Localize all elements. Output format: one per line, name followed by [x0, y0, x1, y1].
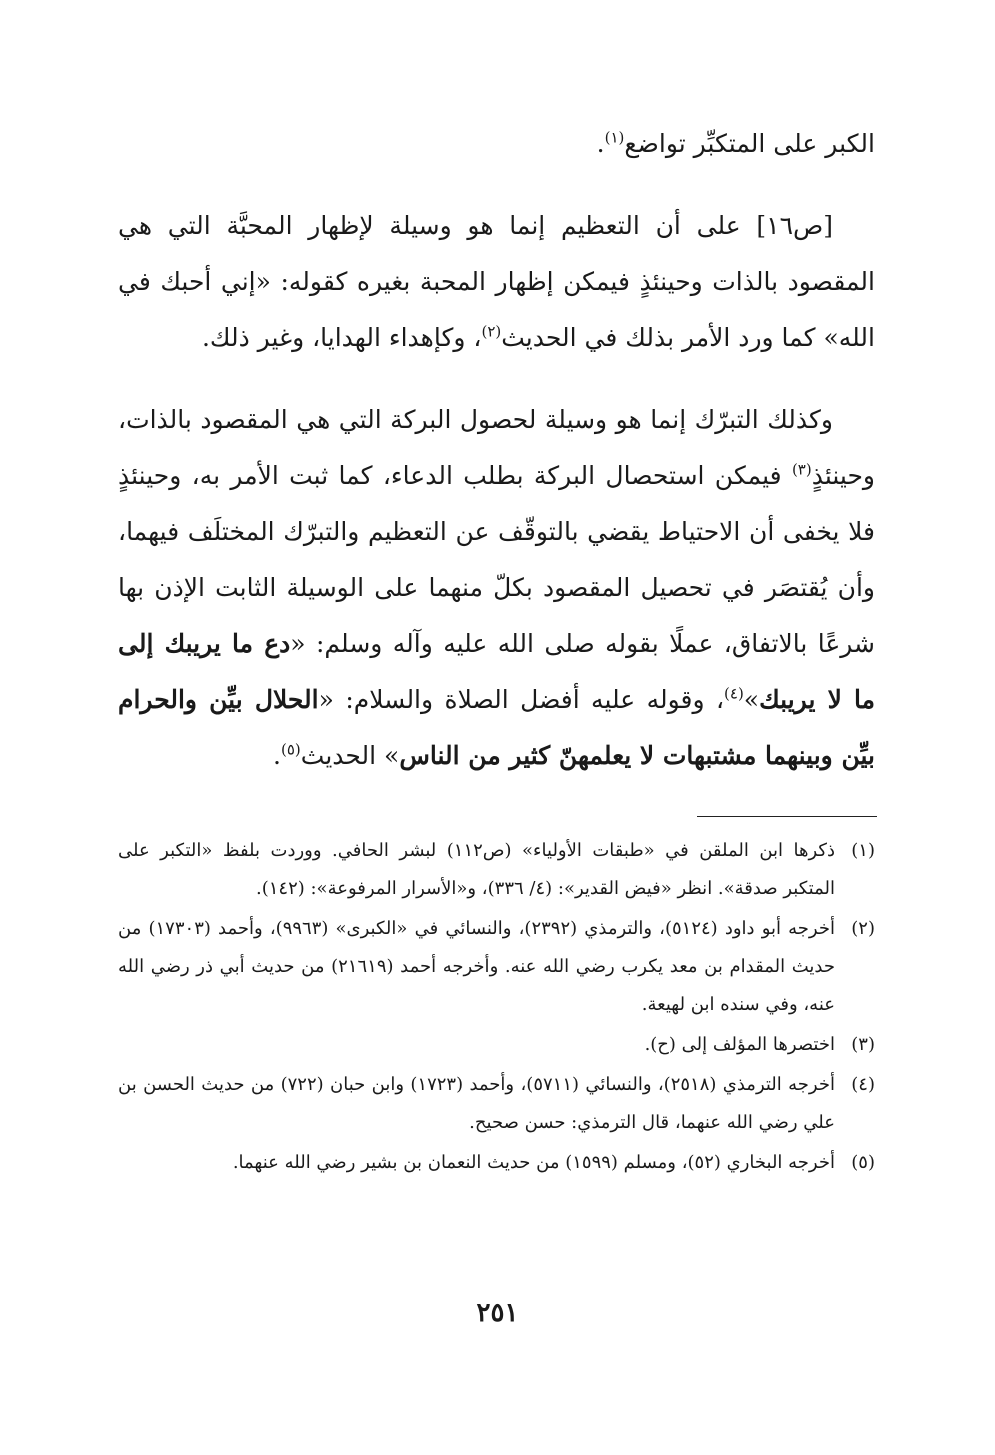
paragraph-3-part-a: وكذلك التبرّك إنما هو وسيلة لحصول البركة التي هي المقصود بالذات، وحينئذٍ [118, 405, 875, 490]
footnote-5 [118, 1144, 875, 1182]
main-text [118, 116, 875, 784]
footnote-number: (٥) [851, 1152, 875, 1173]
hadith-quote-2: الحلال بيِّن والحرام بيِّن وبينهما مشتبهات لا يعلمهنّ كثير من الناس [118, 685, 875, 770]
paragraph-3 [118, 392, 875, 784]
footnote-ref-4: (٤) [724, 684, 744, 703]
paragraph-2-tail: ، وكإهداء الهدايا، وغير ذلك. [201, 323, 482, 352]
footnote-separator [697, 816, 877, 817]
paragraph-3-part-b: فيمكن استحصال البركة بطلب الدعاء، كما ثبت الأمر به، وحينئذٍ فلا يخفى أن الاحتياط يقضي بالتوقّف عن التعظيم والتبرّك المختلَف فيهما، وأن يُقتصَر في تحصيل المقصود بكلّ منهما على الوسيلة الثابت الإذن بها شرعًا بالاتفاق، عملًا بقوله صلى الله عليه وآله وسلم: « [118, 461, 875, 658]
footnote-text: ذكرها ابن الملقن في «طبقات الأولياء» (ص١١٢) لبشر الحافي. ووردت بلفظ «التكبر على المتكبر صدقة». انظر «فيض القدير»: (٤/ ٣٣٦)، و«الأسرار المرفوعة»: (١٤٢). [118, 840, 835, 899]
paragraph-1-text: الكبر على المتكبِّر تواضع [624, 129, 875, 158]
paragraph-2-text: [ص١٦] على أن التعظيم إنما هو وسيلة لإظهار المحبَّة التي هي المقصود بالذات وحينئذٍ فيمكن إظهار المحبة بغيره كقوله: «إني أحبك في الله» كما ورد الأمر بذلك في الحديث [118, 211, 875, 352]
footnote-number: (١) [851, 840, 875, 861]
paragraph-3-part-e: » الحديث [300, 741, 400, 770]
footnote-ref-5: (٥) [281, 740, 301, 759]
footnote-text: أخرجه الترمذي (٢٥١٨)، والنسائي (٥٧١١)، وأحمد (١٧٢٣) وابن حبان (٧٢٢) من حديث الحسن بن علي رضي الله عنهما، قال الترمذي: حسن صحيح. [118, 1074, 835, 1133]
hadith-quote-1: دع ما يريبك إلى ما لا يريبك [118, 629, 875, 714]
footnote-1 [118, 832, 875, 908]
footnote-number: (٣) [851, 1034, 875, 1055]
footnote-number: (٤) [851, 1074, 875, 1095]
paragraph-1 [118, 116, 875, 172]
footnote-4 [118, 1066, 875, 1142]
footnote-text: أخرجه أبو داود (٥١٢٤)، والترمذي (٢٣٩٢)، والنسائي في «الكبرى» (٩٩٦٣)، وأحمد (١٧٣٠٣) من حديث المقدام بن معد يكرب رضي الله عنه. وأخرجه أحمد (٢١٦١٩) من حديث أبي ذر رضي الله عنه، وفي سنده ابن لهيعة. [118, 918, 835, 1015]
footnote-number: (٢) [851, 918, 875, 939]
footnote-ref-1: (١) [604, 128, 625, 147]
paragraph-2 [118, 198, 875, 366]
page-number: ٢٥١ [476, 1298, 519, 1328]
footnote-3 [118, 1026, 875, 1064]
paragraph-3-part-c: » [743, 685, 760, 714]
footnote-text: اختصرها المؤلف إلى (ح). [644, 1034, 835, 1055]
footnote-ref-2: (٢) [481, 322, 502, 341]
footnote-2 [118, 910, 875, 1024]
footnote-text: أخرجه البخاري (٥٢)، ومسلم (١٥٩٩) من حديث النعمان بن بشير رضي الله عنهما. [232, 1152, 835, 1173]
paragraph-1-end: . [596, 129, 605, 158]
footnotes [118, 832, 875, 1184]
paragraph-3-part-d: ، وقوله عليه أفضل الصلاة والسلام: « [318, 685, 725, 714]
paragraph-3-end: . [273, 741, 281, 770]
footnote-ref-3: (٣) [791, 460, 812, 479]
